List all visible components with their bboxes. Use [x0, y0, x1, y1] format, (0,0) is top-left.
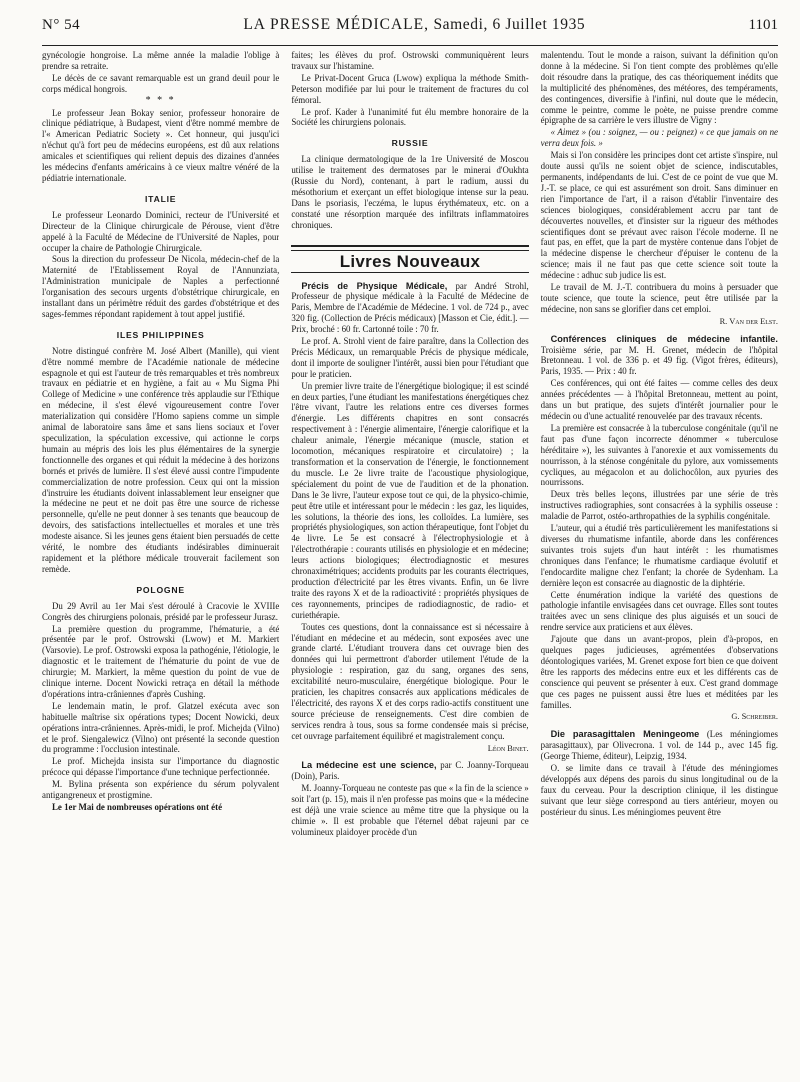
paragraph: La clinique dermatologique de la 1re Université de Moscou utilise le traitement des dermatoses par le minerai d'Oukhta (Russie du Nord), contenant, à part le radium, aussi du mésothorium et exerçant un effet biologique intense sur la peau. Dans le psoriasis, l'eczéma, le lupus érythémateux, etc. on a constaté une résorption marquée des infiltrats inflammatoires chroniques. — [291, 154, 529, 230]
paragraph: faites; les élèves du prof. Ostrowski communiquèrent leurs travaux sur l'histamine. — [291, 50, 529, 71]
column-3 — [541, 50, 778, 1080]
book-entry-meningeome — [541, 729, 778, 762]
paragraph: Du 29 Avril au 1er Mai s'est déroulé à Cracovie le XVIIIe Congrès des chirurgiens polonais, présidé par le professeur Jurasz. — [42, 600, 280, 622]
column-2 — [291, 50, 528, 1080]
book-title: Précis de Physique Médicale, — [301, 280, 448, 291]
paragraph: La première est consacrée à la tuberculose congénitale (qu'il ne faut pas d'une façon incorrecte dénommer « tuberculose héréditaire »), les suivantes à l'anorexie et aux vomissements du nourrisson, à la sténose congénitale du pylore, aux vomissements cycliques, au mégacolon et au dolichocôlon, aux pyuries des nourrissons. — [540, 422, 778, 488]
review-signature: G. Schreiber. — [731, 712, 778, 722]
journal-name: LA PRESSE MÉDICALE, — [243, 16, 429, 33]
journal-title — [243, 16, 585, 34]
book-reference: Troisième série, par M. H. Grenet, médecin de l'hôpital Bretonneau. 1 vol. de 336 p. et 49 fig. (Vigot frères, éditeurs), Paris, 1935. — Prix : 40 fr. — [540, 344, 778, 377]
paragraph: Deux très belles leçons, illustrées par une série de très instructives radiographies, sont consacrées à la syphilis osseuse : maladie de Parrot, ostéo-arthropathies de la syphilis congénitale. — [540, 489, 778, 522]
paragraph: O. se limite dans ce travail à l'étude des méningiomes développés aux dépens des parois du sinus longitudinal ou de la faux du cerveau. Pour la description clinique, il les distingue suivant que leur siège correspond au tiers antérieur, moyen ou postérieur du sinus. Les méningiomes peuvent être — [540, 763, 778, 817]
review-signature: R. Van der Elst. — [719, 316, 778, 326]
paragraph: Notre distingué confrère M. José Albert (Manille), qui vient d'être nommé membre de l'Académie nationale de médecine espagnole et qui est l'auteur de très remarquables et très nombreux travaux en pédiatrie et en hygiène, a fait au « Mu Sigma Phi College of Medicine » une conférence très applaudie sur l'Ethique en médecine, il s'est élevé vigoureusement contre l'over materialization qui considère l'Homo sapiens comme un simple animal de laboratoire sans âme et sans liens sociaux et l'over speculization, la spéculation excessive, qui actionne le corps humain au mépris des lois les plus élémentaires de la synergie fonctionnelle des organes et qui réduit la médecine à des horizons bornés et privés de lumière. Il s'est élevé aussi contre l'impudente commercialization de notre profession. Ceux qui ont la mission d'instruire les étudiants doivent inlassablement leur enseigner que la médecine ne peut et ne doit pas être une source de richesse personnelle, qu'elle ne peut donner à ses tenants que beaucoup de devoirs, des satisfactions intellectuelles et morales et une très modeste aisance. Si les jeunes gens étaient bien persuadés de cette vérité, le nombre des étudiants indésirables diminuerait rapidement et la pléthore médicale trouverait facilement son remède. — [42, 345, 280, 574]
book-entry-conferences — [541, 334, 778, 378]
book-reference: (Les méningiomes parasagittaux), par Olivecrona. 1 vol. de 144 p., avec 145 fig. (George Thieme, éditeur), Leipzig, 1934. — [540, 729, 778, 762]
paragraph: Toutes ces questions, dont la connaissance est si nécessaire à l'étudiant en médecine et au médecin, sont exposées avec une grande clarté. L'étudiant trouvera dans cet ouvrage bien des données qui lui permettront d'aborder utilement l'étude de la physiologie : respiration, gaz du sang, organes des sens, excitabilité neuro-musculaire, énergétique biologique. Pour le praticien, les chapitres consacrés aux applications médicales de l'électricité, des rayons X et des corps radio-actifs constituent une source précieuse de renseignements. C'est dire combien de services rendra à tous, sous sa forme condensée mais si précise, cet ouvrage parfaitement équilibré et magistralement conçu. — [291, 621, 529, 741]
book-title: La médecine est une science, — [301, 760, 437, 771]
issue-date: Samedi, 6 Juillet 1935 — [433, 16, 586, 33]
paragraph: Le prof. Michejda insista sur l'importance du diagnostic précoce qui dépasse l'importance d'une technique perfectionnée. — [42, 756, 280, 778]
book-entry-medecine-science — [291, 760, 528, 782]
column-1 — [42, 50, 279, 1080]
book-title: Die parasagittalen Meningeome — [550, 729, 700, 740]
paragraph: malentendu. Tout le monde a raison, suivant la définition qu'on donne à la médecine. Si l'on tient compte des problèmes qu'elle doit résoudre dans la pratique, des cas théoriquement inédits que la multiplicité des phénomènes, des météores, des tempéraments, des contingences, diversifie à l'infini, nul doute que le médecin, comme le peintre, comme le poète, ne puisse prendre comme épigraphe de sa carrière le vers illustre de Vigny : — [540, 50, 778, 126]
book-reference: par André Strohl, Professeur de physique médicale à la Faculté de Médecine de Paris, Membre de l'Académie de Médecine. 1 vol. de 724 p., avec 320 fig. (Collection de Précis médicaux) [Masson et Cie, édit.]. — Prix, broché : 60 fr. Cartonné toile : 70 fr. — [291, 280, 529, 335]
paragraph: La première question du programme, l'hématurie, a été présentée par le prof. Ostrowski (Lwow) et M. Markiert (Varsovie). Le prof. Ostrowski exposa la pathogénie, l'étiologie, le diagnostic et le traitement de l'hématurie du point de vue de chirurgie; M. Markiert, la même question du point de vue de clinique interne. Docent Nowicki retraça en détail la méthode d'opérations intra-crâniennes d'après Cushing. — [42, 623, 280, 699]
paragraph: Le professeur Jean Bokay senior, professeur honoraire de clinique pédiatrique, à Budapest, vient d'être nommé membre de l'« American Pediatric Society ». Cet honneur, qui jusqu'ici n'échut qu'à fort peu de médecins européens, est dû aux relations amicales et scientifiques qui relient depuis des dizaines d'années les médecins d'enfants américains à ce vieux maître vénéré de la pédiatrie internationale. — [42, 107, 280, 183]
paragraph: Le décès de ce savant remarquable est un grand deuil pour le corps médical hongrois. — [42, 72, 280, 94]
section-heading-russie: RUSSIE — [391, 138, 429, 149]
paragraph: Le prof. A. Strohl vient de faire paraître, dans la Collection des Précis Médicaux, un remarquable Précis de physique médicale, dont il importe de souligner l'intérêt, aussi bien pour l'étudiant que pour le praticien. — [291, 336, 529, 379]
section-heading-italie: ITALIE — [144, 193, 177, 204]
section-heading-philippines: ILES PHILIPPINES — [116, 329, 205, 340]
paragraph: Le professeur Leonardo Dominici, recteur de l'Université et Directeur de la Clinique chirurgicale de Pérouse, vient d'être appelé à la Faculté de Médecine de l'Université de Naples, pour occuper la chaire de Pathologie Chirurgicale. — [42, 209, 280, 253]
section-rule — [291, 272, 528, 273]
page-number: 1101 — [748, 17, 778, 33]
section-rule — [291, 245, 528, 251]
book-entry-precis — [291, 281, 528, 336]
paragraph: Cette énumération indique la variété des questions de pathologie infantile envisagées dans cet ouvrage. Elles sont toutes traitées avec un sens clinique des plus aiguisés et un souci de rendre service aux praticiens et aux élèves. — [540, 589, 778, 633]
page-header — [42, 16, 778, 46]
paragraph: Mais si l'on considère les principes dont cet artiste s'inspire, nul doute aussi qu'ils ne soient objet de science, indiscutables, permanents, indépendants de lui. C'est de ce point de vue que M. J.-T. se place, ce qui est assurément son droit. Sans diminuer en rien l'importance de l'art, il a raison d'établir l'inventaire des sciences biologiques, considérablement accru par tant de découvertes nouvelles, et d'insister sur la rigueur des méthodes scientifiques dont se prévaut avec raison l'école moderne. Il ne faut pas, en effet, que la part de mystère contenue dans l'objet de la médecine dispense le chercheur d'épuiser le contenu de la science; mais il ne faut pas que cette science soit toute la médecine : adhuc sub judice lis est. — [540, 150, 778, 281]
paragraph: Sous la direction du professeur De Nicola, médecin-chef de la Maternité de l'Etablissement Royal de l'Annunziata, l'Administration municipale de Naples a perfectionné l'organisation des secours urgents d'obstétrique chirurgicale, en installant dans un périmètre réduit des gardes d'obstétrique et des sages-femmes répondant rapidement à tout appel justifié. — [42, 254, 280, 319]
paragraph: M. Bylina présenta son expérience du sérum polyvalent antigangreneux et prostigmine. — [42, 779, 280, 801]
paragraph: gynécologie hongroise. La même année la maladie l'oblige à prendre sa retraite. — [42, 50, 280, 71]
paragraph: Ces conférences, qui ont été faites — comme celles des deux années précédentes — à l'hôpital Bretonneau, mettent au point, dans un but pratique, des sujets d'intérêt journalier pour le médecin ou d'une actualité renouvelée par des travaux récents. — [540, 378, 778, 421]
review-signature: Léon Binet. — [487, 743, 529, 753]
issue-number: N° 54 — [42, 17, 81, 33]
section-heading-pologne: POLOGNE — [136, 584, 185, 595]
paragraph: Le prof. Kader à l'unanimité fut élu membre honoraire de la Société les chirurgiens polonais. — [291, 106, 529, 128]
paragraph: J'ajoute que dans un avant-propos, plein d'à-propos, en quelques pages judicieuses, agrémentées d'observations déontologiques variées, M. Grenet expose fort bien ce que doivent être les rapports des médecins entre eux et les différents cas de conscience qui peuvent se présenter à eux. C'est grand dommage que ces pages ne puissent aussi être lues et méditées par les familles. — [540, 634, 778, 710]
quotation: « Aimez » (ou : soignez, — ou : peignez) « ce que jamais on ne verra deux fois. » — [540, 127, 778, 149]
paragraph: Un premier livre traite de l'énergétique biologique; il est scindé en deux parties, l'une étudiant les manifestations énergétiques chez l'être vivant, l'autre les relations entre ces diverses formes d'énergie. Les différents chapitres en sont consacrés respectivement à : l'énergie alimentaire, l'énergie calorifique et la chaleur animale, l'énergie mécanique (muscle, station et locomotion, mécaniques respiratoire et circulatoire) ; la transformation et la conservation de l'énergie, le fonctionnement du muscle. Le 2e livre traite de l'acoustique physiologique, spécialement du point de vue de l'audition et de la phonation. Dans le 3e livre, l'auteur expose tout ce qui, de la physico-chimie, peut être utile et intéressant pour le médecin : les gaz, les liquides, les solutions, la théorie des ions, les colloïdes. La lumière, ses propriétés physiologiques, son action thérapeutique, font l'objet du 4e livre. Le 5e est consacré à l'électrophysiologie et à l'électrothérapie : courants utilisés en physiologie et en médecine; leurs actions biologiques; électrodiagnostic et mesures chronaximétriques; accidents produits par les courants électriques, production d'électricité par les êtres vivants. Enfin, un 6e livre traite des rayons X et de la radioactivité : propriétés physiques de ces rayonnements, principes de radiodiagnostic, de radio- et curiethérapie. — [291, 380, 529, 620]
columns — [42, 50, 778, 1080]
section-separator: * * * — [145, 94, 176, 106]
paragraph: Le lendemain matin, le prof. Glatzel exécuta avec son habituelle maîtrise six opérations types; Docent Nowicki, deux opérations intra-crâniennes. Après-midi, le prof. Michejda (Vilno) et le prof. Siengalewicz (Vilno) ont présenté la seconde question du programme : l'occlusion intestinale. — [42, 700, 280, 755]
book-title: Conférences cliniques de médecine infantile. — [550, 333, 778, 344]
paragraph: Le Privat-Docent Gruca (Lwow) expliqua la méthode Smith-Peterson modifiée par lui pour le traitement de fractures du col fémoral. — [291, 72, 529, 105]
livres-nouveaux-heading: Livres Nouveaux — [339, 251, 481, 271]
book-reference: par C. Joanny-Torqueau (Doin), Paris. — [291, 760, 529, 782]
paragraph: M. Joanny-Torqueau ne conteste pas que « la fin de la science » soit l'art (p. 15), mais il n'en professe pas moins que « la médecine est déjà une vraie science au même titre que la physique ou la chimie ». Il est probable que l'éternel débat rajeuni par ce volumineux plaidoyer procède d'un — [291, 783, 529, 837]
paragraph: L'auteur, qui a étudié très particulièrement les manifestations si diverses du rhumatisme infantile, aborde dans les conférences suivantes trois sujets d'un haut intérêt : les rhumatismes chroniques dans l'enfance; le rhumatisme cardiaque évolutif et l'endocardite maligne chez l'enfant; la chorée de Sydenham. La dernière leçon est consacrée au diagnostic de la diphtérie. — [540, 523, 778, 588]
paragraph: Le travail de M. J.-T. contribuera du moins à persuader que toute science, que toute la science, peut être utilisée par la médecine, non sans se glorifier dans cet emploi. — [540, 282, 778, 314]
paragraph: Le 1er Mai de nombreuses opérations ont été — [52, 802, 223, 812]
